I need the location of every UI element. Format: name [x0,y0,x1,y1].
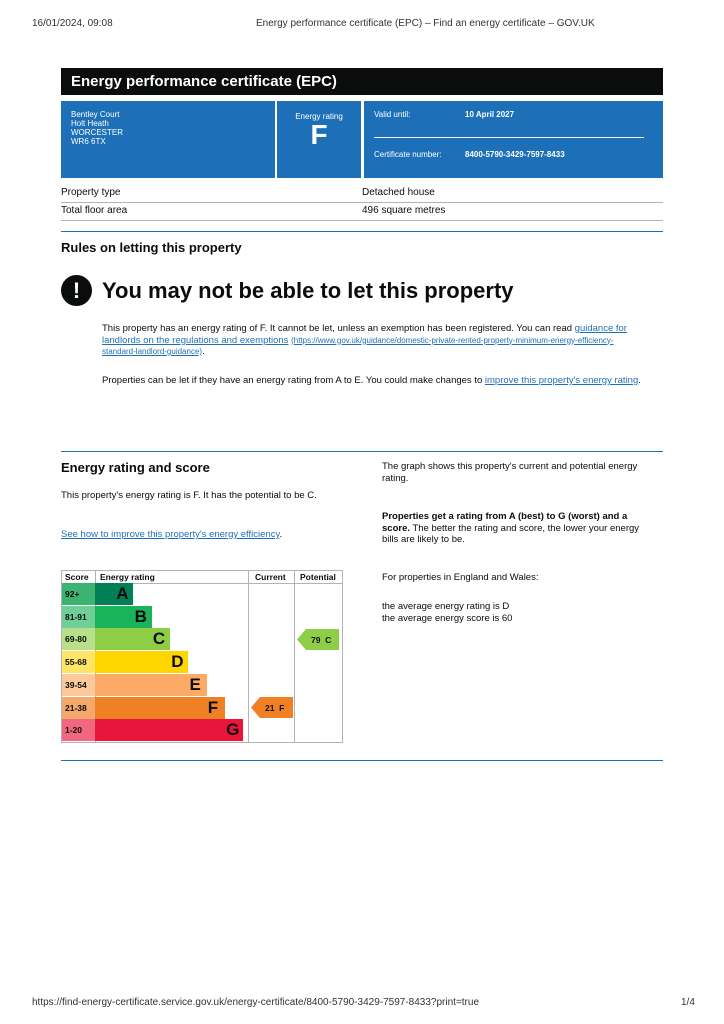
graph-explanation: The graph shows this property's current and potential energy rating. [382,461,638,484]
section-divider [61,451,663,452]
epc-rating-chart [61,570,343,743]
letting-heading: Rules on letting this property [61,240,242,255]
floor-area-value: 496 square metres [362,205,446,216]
band-letter-b: B [134,606,147,626]
average-rating-text: the average energy rating is D [382,601,510,612]
landlord-guidance-link[interactable]: landlords on the regulations and exemptions [102,334,289,346]
band-score-d: 55-68 [62,651,95,673]
potential-rating-arrow-label: 79 C [311,634,332,645]
band-score-e: 39-54 [62,674,95,696]
band-score-f: 21-38 [62,697,95,719]
letting-paragraph-2 [102,375,672,387]
certificate-number-value: 8400-5790-3429-7597-8433 [465,150,565,159]
print-url: https://find-energy-certificate.service.gov.uk/energy-certificate/8400-5790-3429-7597-8433?print=true [32,997,480,1008]
section-divider [61,231,663,232]
rating-explanation [382,511,657,546]
improve-efficiency-link[interactable]: See how to improve this property's energy efficiency [61,529,280,540]
chart-header-score: Score [65,572,89,582]
letting-p2-text: Properties can be let if they have an energy rating from A to E. You could make changes to [102,375,483,386]
band-letter-c: C [152,629,166,649]
warning-icon: ! [61,275,92,306]
print-page-title: Energy performance certificate (EPC) – Find an energy certificate – GOV.UK [256,18,595,29]
current-rating-arrow-label: 21 F [265,703,285,713]
divider [374,137,644,138]
certificate-number-label: Certificate number: [374,150,442,159]
band-letter-d: D [171,652,184,672]
valid-until-label: Valid until: [374,110,411,119]
property-type-value: Detached house [362,187,435,198]
page-title: Energy performance certificate (EPC) [61,68,663,95]
address-box [61,101,275,178]
energy-rating-box [277,101,361,178]
band-letter-g: G [226,720,240,740]
england-wales-text: For properties in England and Wales: [382,572,539,583]
band-letter-a: A [116,584,129,603]
floor-area-label: Total floor area [61,205,128,216]
band-bar-f [95,697,225,719]
address-line: WR6 6TX [71,137,106,146]
energy-rating-label: Energy rating [295,112,343,121]
valid-until-value: 10 April 2027 [465,110,515,119]
potential-rating-arrow [297,629,339,651]
chart-gridline [248,571,249,742]
print-page-number: 1/4 [681,997,695,1008]
improve-rating-link[interactable]: improve this property's energy rating [484,375,639,386]
address-line: WORCESTER [71,128,123,137]
improve-efficiency-paragraph [61,529,361,541]
address-line: Holt Heath [71,119,109,128]
letting-paragraph-1 [102,323,662,358]
chart-header-potential: Potential [300,572,336,582]
improve-efficiency-end: . [279,529,283,540]
warning-text: You may not be able to let this property [102,278,514,303]
guidance-url[interactable]: (https://www.gov.uk/guidance/domestic-private-rented-property-minimum-energy-efficiency- [291,335,614,345]
section-divider [61,760,663,761]
current-rating-arrow [251,697,293,719]
property-type-row [61,184,663,203]
band-score-c: 69-80 [62,628,95,650]
band-letter-f: F [207,697,219,717]
band-score-g: 1-20 [62,719,95,741]
chart-gridline [294,571,295,742]
floor-area-row [61,202,663,221]
band-score-b: 81-91 [62,606,95,628]
band-bar-g [95,719,243,741]
energy-rating-letter: F [310,119,328,150]
chart-header-current: Current [255,572,286,582]
guidance-url[interactable]: standard-landlord-guidance) [102,347,203,356]
rating-explanation-rest: The better the rating and score, the lower your energy bills are likely to be. [382,522,640,545]
property-type-label: Property type [61,187,121,198]
score-text: This property's energy rating is F. It has the potential to be C. [61,490,317,501]
address-line: Bentley Court [71,110,120,119]
band-letter-e: E [189,674,201,694]
letting-p1-end: . [202,346,205,357]
average-score-text: the average energy score is 60 [382,613,513,624]
band-score-a: 92+ [62,583,95,605]
score-heading: Energy rating and score [61,460,210,475]
landlord-guidance-link[interactable]: guidance for [574,323,627,334]
letting-p1-text: This property has an energy rating of F. It cannot be let, unless an exemption has been registered. You can read [102,323,573,334]
rating-explanation-bold: Properties get a rating from A (best) to G (worst) and a score. [382,511,628,534]
chart-header-rating: Energy rating [100,572,155,582]
print-datetime: 16/01/2024, 09:08 [32,18,113,29]
certificate-box [364,101,663,178]
letting-p2-end: . [638,375,641,386]
